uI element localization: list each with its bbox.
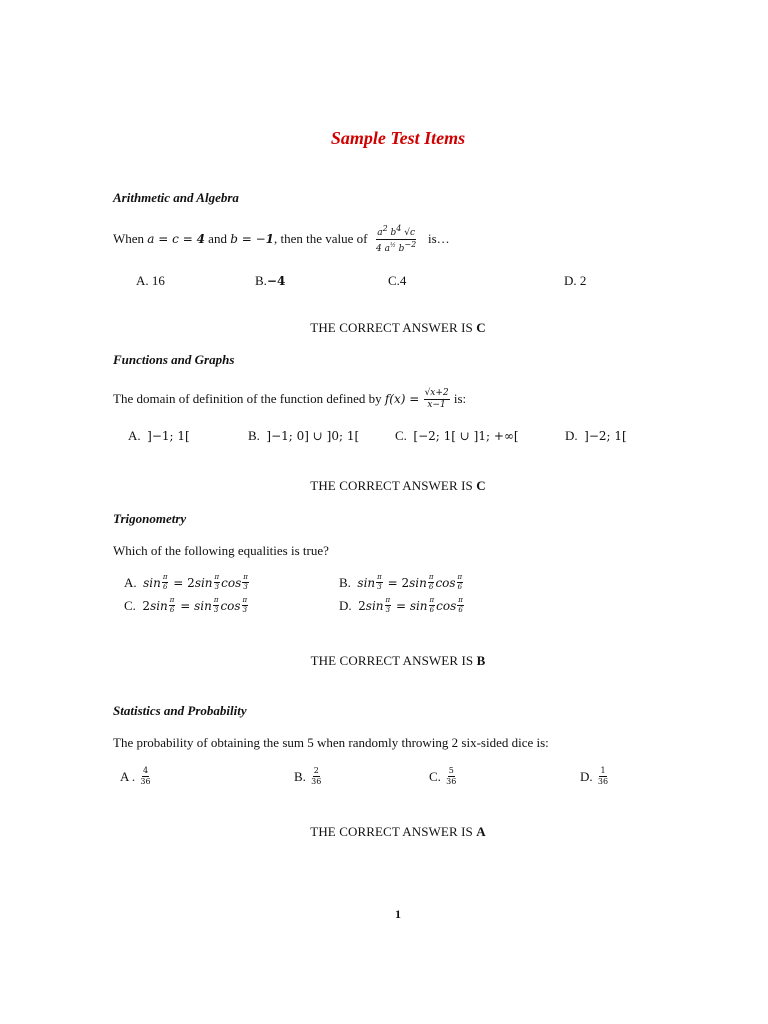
option-a-trigonometry[interactable]: A. sin $\frac{\pi}{6}$ = 2 sin $\frac{\pi}{3}$ cos $\frac{\pi}{3}$ xyxy=(124,573,248,591)
correct-answer-functions: THE CORRECT ANSWER IS C xyxy=(310,478,486,493)
section-heading-arithmetic: Arithmetic and Algebra xyxy=(113,190,239,205)
option-c-trigonometry[interactable]: C. 2 sin $\frac{\pi}{6}$ = sin $\frac{\pi}{3}$ cos $\frac{\pi}{3}$ xyxy=(124,596,248,614)
question-prefix: When xyxy=(113,231,145,246)
condition-a-c: a = c = 4 xyxy=(147,232,205,246)
function-notation: f(x) = xyxy=(384,392,420,406)
function-fraction: $\frac{√x+2}{x-1}$ xyxy=(424,387,449,410)
option-d-arithmetic[interactable]: D. 2 xyxy=(564,273,587,288)
option-d-trigonometry[interactable]: D. 2 sin $\frac{\pi}{3}$ = sin $\frac{\pi}{6}$ cos $\frac{\pi}{6}$ xyxy=(339,596,463,614)
option-a-statistics[interactable]: A . $\frac{4}{36}$ xyxy=(120,766,151,786)
section-heading-trigonometry: Trigonometry xyxy=(113,511,187,526)
question-arithmetic xyxy=(113,224,450,254)
question-statistics: The probability of obtaining the sum 5 when randomly throwing 2 six-sided dice is: xyxy=(113,735,549,750)
option-c-functions[interactable]: C. [−2; 1[ ∪ ]1; +∞[ xyxy=(395,428,519,443)
section-heading-functions: Functions and Graphs xyxy=(113,352,235,367)
question-functions xyxy=(113,384,466,414)
option-a-arithmetic[interactable]: A. 16 xyxy=(136,273,165,288)
option-b-trigonometry[interactable]: B. sin $\frac{\pi}{3}$ = 2 sin $\frac{\pi}{6}$ cos $\frac{\pi}{6}$ xyxy=(339,573,463,591)
correct-answer-statistics: THE CORRECT ANSWER IS A xyxy=(310,824,486,839)
condition-b: b = −1 xyxy=(230,232,274,246)
question-text: The domain of definition of the function defined by xyxy=(113,391,382,406)
option-d-functions[interactable]: D. ]−2; 1[ xyxy=(565,428,627,443)
page-number: 1 xyxy=(395,907,401,921)
expression-fraction: $\frac{a^2 b^4 √c}{4 a^{\frac{1}{2}} b^{-2}}$ xyxy=(376,223,417,254)
correct-answer-trigonometry: THE CORRECT ANSWER IS B xyxy=(310,653,486,668)
option-c-statistics[interactable]: C. $\frac{5}{36}$ xyxy=(429,766,457,786)
page-title: Sample Test Items xyxy=(330,128,466,148)
section-heading-statistics: Statistics and Probability xyxy=(113,703,247,718)
option-b-functions[interactable]: B. ]−1; 0] ∪ ]0; 1[ xyxy=(248,428,360,443)
question-middle: , then the value of xyxy=(274,231,368,246)
question-suffix: is… xyxy=(427,231,450,246)
correct-answer-arithmetic: THE CORRECT ANSWER IS C xyxy=(310,320,486,335)
option-d-statistics[interactable]: D. $\frac{1}{36}$ xyxy=(580,766,609,786)
question-and: and xyxy=(208,231,227,246)
option-a-functions[interactable]: A. ]−1; 1[ xyxy=(128,428,190,443)
option-b-arithmetic[interactable]: B.−4 xyxy=(255,273,286,288)
option-b-statistics[interactable]: B. $\frac{2}{36}$ xyxy=(294,766,322,786)
option-c-arithmetic[interactable]: C.4 xyxy=(388,273,407,288)
question-trigonometry: Which of the following equalities is true? xyxy=(113,543,329,558)
question-suffix: is: xyxy=(453,391,467,406)
